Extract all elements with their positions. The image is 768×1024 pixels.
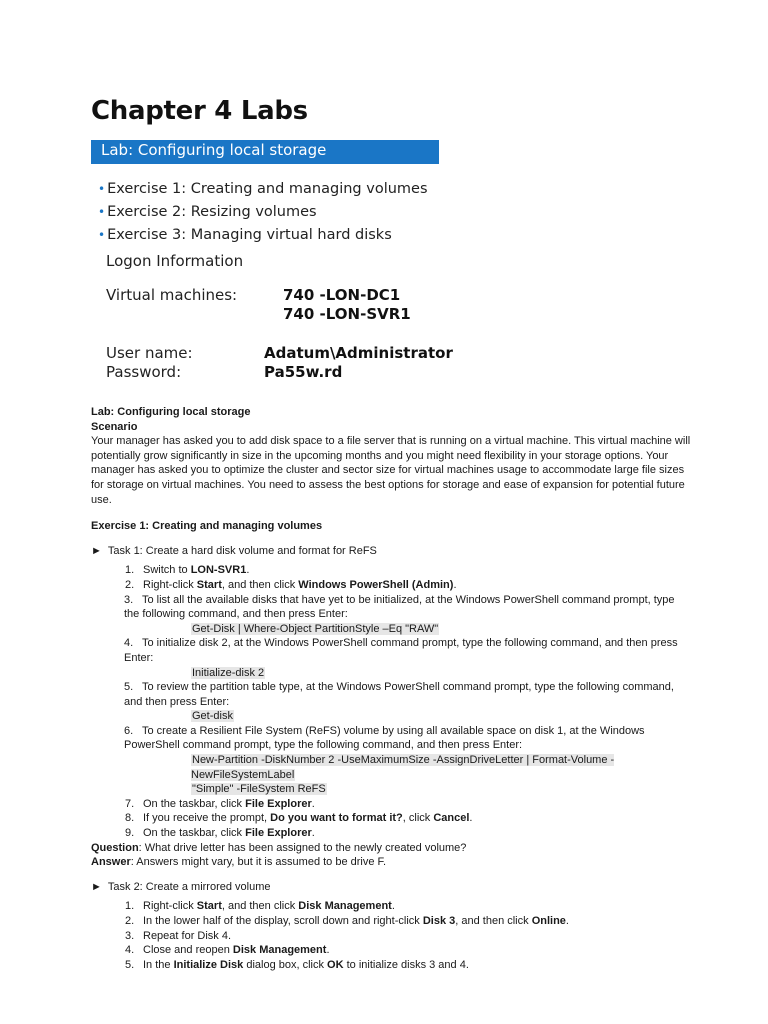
bullet-icon: • <box>98 228 106 242</box>
exercise-list <box>98 178 428 247</box>
command-code: Initialize-disk 2 <box>192 666 265 679</box>
logon-heading: Logon Information <box>106 252 244 270</box>
list-item: 1. Right-click Start, and then click Disk Management. <box>125 900 395 913</box>
user-value: Adatum\Administrator <box>264 344 453 362</box>
lab-banner <box>91 140 439 164</box>
password-label: Password: <box>106 363 182 381</box>
list-item: 5. In the Initialize Disk dialog box, click OK to initialize disks 3 and 4. <box>125 958 469 971</box>
list-item: 4. Close and reopen Disk Management. <box>125 944 330 957</box>
question: Question: What drive letter has been assigned to the newly created volume? <box>91 841 467 854</box>
bullet-icon: • <box>98 182 106 196</box>
exercise-1-heading: Exercise 1: Creating and managing volumes <box>91 520 323 533</box>
list-item: 3. To list all the available disks that have yet to be initialized, at the Windows PowerShell command prompt, type the following command, and then press Enter: Get-Disk | Where-Object PartitionStyle –Eq "RAW" <box>91 593 691 637</box>
vm-2-value: 740 -LON-SVR1 <box>283 305 411 323</box>
arrow-icon: ► <box>91 544 102 557</box>
lab-heading: Lab: Configuring local storage <box>91 406 251 418</box>
scenario-heading: Scenario <box>91 420 138 433</box>
task-2-heading: ► Task 2: Create a mirrored volume <box>91 880 271 893</box>
lab-banner-text: Lab: Configuring local storage <box>101 141 327 159</box>
task-1-steps <box>91 563 691 840</box>
command-code: New-Partition -DiskNumber 2 -UseMaximumSize -AssignDriveLetter | Format-Volume -NewFileSystemLabel <box>191 754 615 781</box>
vm-label: Virtual machines: <box>106 286 238 304</box>
answer: Answer: Answers might vary, but it is assumed to be drive F. <box>91 856 387 869</box>
list-item: 7. On the taskbar, click File Explorer. <box>125 797 315 810</box>
list-item: 4. To initialize disk 2, at the Windows PowerShell command prompt, type the following command, and then press Enter: Initialize-disk 2 <box>91 636 691 680</box>
task-2-steps <box>91 899 691 972</box>
list-item: 6. To create a Resilient File System (ReFS) volume by using all available space on disk 1, at the Windows PowerShell command prompt, type the following command, and then press Enter: New-Partition -DiskNumber 2 -UseMaximumSize -AssignDriveLetter | Format-Volume -NewFileSystemLabel "Simple" -FileSystem ReFS <box>91 724 691 797</box>
exercise-item: • Exercise 2: Resizing volumes <box>98 204 317 220</box>
chapter-title: Chapter 4 Labs <box>91 96 308 126</box>
command-code: "Simple" -FileSystem ReFS <box>192 783 326 796</box>
scenario-text: Your manager has asked you to add disk space to a file server that is running on a virtual machine. This virtual machine will potentially grow significantly in size in the upcoming months and you might need flexibility in your storage options. Your manager has asked you to optimize the cluster and sector size for virtual machines usage to accommodate large file sizes for storage on virtual machines. You need to assess the best options for storage and ease of expansion for potential future use. <box>91 435 691 506</box>
list-item: 9. On the taskbar, click File Explorer. <box>125 827 315 840</box>
vm-1-value: 740 -LON-DC1 <box>283 286 401 304</box>
list-item: 5. To review the partition table type, at the Windows PowerShell command prompt, type the following command, and then press Enter: Get-disk <box>91 680 691 724</box>
list-item: 3. Repeat for Disk 4. <box>125 929 232 942</box>
list-item: 2. Right-click Start, and then click Windows PowerShell (Admin). <box>125 578 457 591</box>
user-label: User name: <box>106 344 193 362</box>
task-1-heading: ► Task 1: Create a hard disk volume and format for ReFS <box>91 544 377 557</box>
list-item: 2. In the lower half of the display, scroll down and right-click Disk 3, and then click Online. <box>125 915 569 927</box>
lab-body <box>91 405 691 972</box>
bullet-icon: • <box>98 205 106 219</box>
command-code: Get-Disk | Where-Object PartitionStyle –Eq "RAW" <box>192 622 439 635</box>
password-value: Pa55w.rd <box>264 363 343 381</box>
exercise-item: • Exercise 3: Managing virtual hard disks <box>98 227 392 243</box>
list-item: 8. If you receive the prompt, Do you want to format it?, click Cancel. <box>125 812 473 825</box>
command-code: Get-disk <box>192 710 233 723</box>
arrow-icon: ► <box>91 880 102 893</box>
exercise-item: • Exercise 1: Creating and managing volumes <box>98 181 428 197</box>
list-item: 1. Switch to LON-SVR1. <box>125 564 250 577</box>
